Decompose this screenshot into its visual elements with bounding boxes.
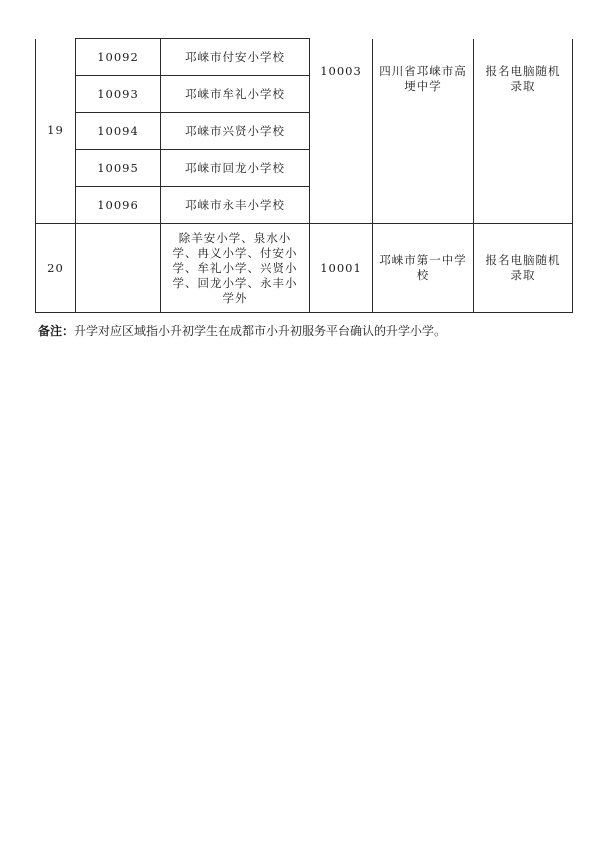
table-row	[36, 39, 573, 76]
footnote	[38, 322, 446, 339]
primary-code: 10095	[76, 150, 161, 187]
primary-school-name: 邛崃市永丰小学校	[161, 187, 310, 224]
primary-school-name: 除羊安小学、泉水小学、冉义小学、付安小学、牟礼小学、兴贤小学、回龙小学、永丰小学外	[161, 224, 310, 313]
primary-code: 10094	[76, 113, 161, 150]
middle-school-code: 10001	[310, 224, 373, 313]
row-index: 20	[36, 224, 76, 313]
admission-method: 报名电脑随机录取	[474, 39, 573, 224]
footnote-text: 升学对应区域指小升初学生在成都市小升初服务平台确认的升学小学。	[74, 324, 447, 338]
table-row	[36, 224, 573, 313]
primary-code: 10096	[76, 187, 161, 224]
enrollment-table	[35, 38, 573, 313]
primary-code: 10092	[76, 39, 161, 76]
primary-school-name: 邛崃市付安小学校	[161, 39, 310, 76]
primary-school-name: 邛崃市回龙小学校	[161, 150, 310, 187]
primary-code	[76, 224, 161, 313]
primary-school-name: 邛崃市牟礼小学校	[161, 76, 310, 113]
footnote-label: 备注：	[38, 324, 75, 338]
middle-school-code: 10003	[310, 39, 373, 224]
primary-school-name: 邛崃市兴贤小学校	[161, 113, 310, 150]
primary-code: 10093	[76, 76, 161, 113]
middle-school-name: 邛崃市第一中学校	[373, 224, 474, 313]
middle-school-name: 四川省邛崃市高埂中学	[373, 39, 474, 224]
row-index: 19	[36, 39, 76, 224]
admission-method: 报名电脑随机录取	[474, 224, 573, 313]
